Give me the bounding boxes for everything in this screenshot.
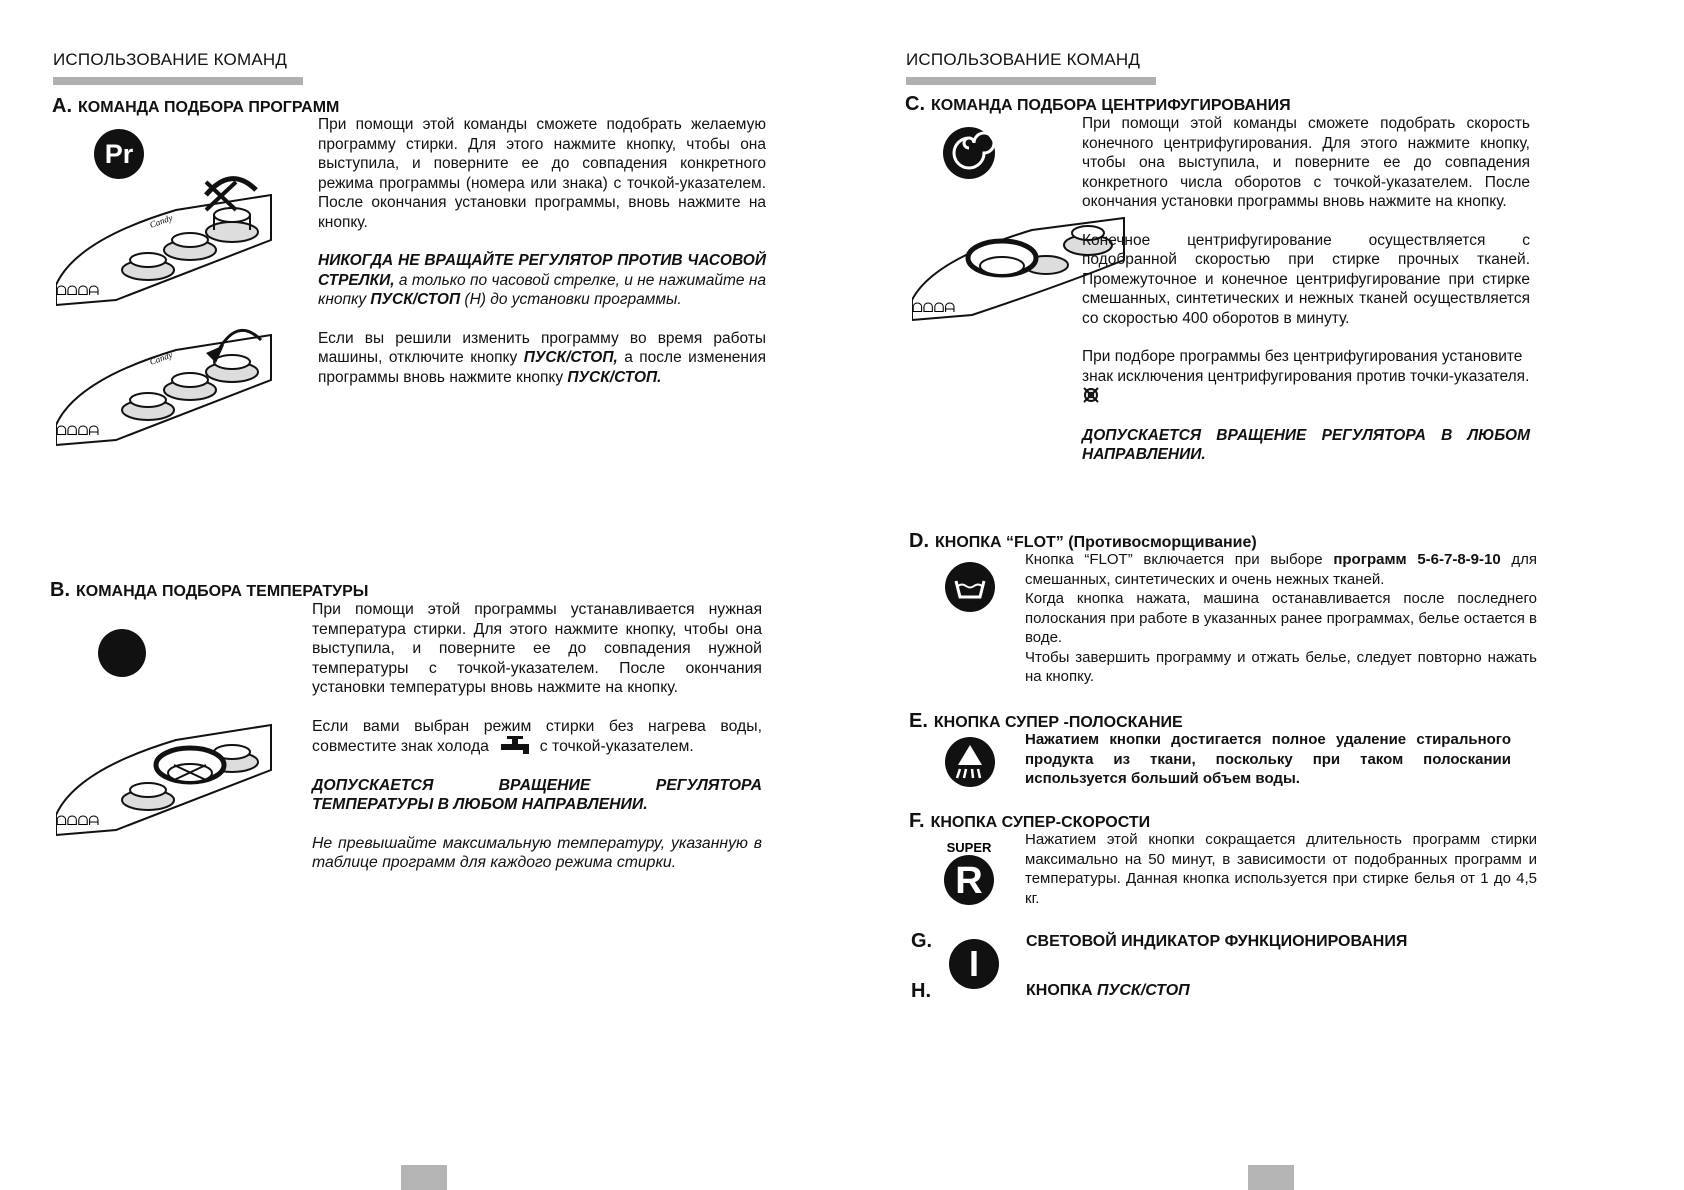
section-b-title-text: КОМАНДА ПОДБОРА ТЕМПЕРАТУРЫ <box>76 583 369 600</box>
section-a-title-text: КОМАНДА ПОДБОРА ПРОГРАММ <box>78 99 340 116</box>
right-page <box>842 0 1684 1190</box>
no-spin-icon <box>1082 386 1100 404</box>
spin-icon <box>942 126 996 180</box>
control-panel-illustration-2 <box>56 315 276 450</box>
section-f-letter: F. <box>909 810 925 832</box>
panel-symbols-3: ᗝᗝᗝᗩ <box>56 813 100 828</box>
super-rinse-icon <box>944 736 996 788</box>
section-h-title: КНОПКА ПУСК/СТОП <box>1026 982 1190 999</box>
section-e-text: Нажатием кнопки достигается полное удаление стирального продукта из ткани, поскольку при таком полоскании используется больший объем воды. <box>1025 731 1511 787</box>
indicator-light-icon <box>948 938 1000 990</box>
section-b-text <box>312 600 762 892</box>
section-a-letter: A. <box>52 95 72 117</box>
section-d-t3: Чтобы завершить программу и отжать белье, следует повторно нажать на кнопку. <box>1025 648 1537 685</box>
panel-symbols-4: ᗝᗝᗝᗩ <box>912 300 956 315</box>
section-f-title-text: КНОПКА СУПЕР-СКОРОСТИ <box>930 814 1151 831</box>
control-panel-illustration-3 <box>56 705 276 840</box>
page-header-right: ИСПОЛЬЗОВАНИЕ КОМАНД <box>906 50 1141 69</box>
section-a-p2: НИКОГДА НЕ ВРАЩАЙТЕ РЕГУЛЯТОР ПРОТИВ ЧАСОВОЙ СТРЕЛКИ, а только по часовой стрелке, и не нажимайте на кнопку ПУСК/СТОП (H) до установки программы. <box>318 252 766 308</box>
brand-label-2: Candy <box>148 349 174 367</box>
header-bar-left <box>53 77 303 85</box>
section-b-title <box>50 579 368 602</box>
panel-symbols-1: ᗝᗝᗝᗩ <box>56 283 100 298</box>
super-speed-icon <box>941 836 997 906</box>
section-d-letter: D. <box>909 530 929 552</box>
indicator-light-icon-label: I <box>968 943 980 984</box>
section-e-title-text: КНОПКА СУПЕР -ПОЛОСКАНИЕ <box>933 714 1183 731</box>
section-c-p2: Конечное центрифугирование осуществляется с подобранной скоростью при стирке прочных тканей. Промежуточное и конечное центрифугирование при стирке смешанных, синтетических и нежных тканей осуществляется со скоростью 400 оборотов в минуту. <box>1082 231 1530 327</box>
section-c-title <box>905 93 1291 116</box>
super-speed-icon-r: R <box>955 860 983 902</box>
page-header-left: ИСПОЛЬЗОВАНИЕ КОМАНД <box>53 50 288 69</box>
section-g-letter-wrap <box>911 930 938 953</box>
brand-label-1: Candy <box>148 212 174 230</box>
section-g-letter: G. <box>911 930 933 952</box>
section-h-letter-wrap <box>911 980 937 1003</box>
section-d-title-text: КНОПКА “FLOT” (Противосморщивание) <box>935 534 1257 551</box>
flot-icon <box>944 561 996 613</box>
page-number-box-right <box>1248 1165 1294 1190</box>
section-c-p4: ДОПУСКАЕТСЯ ВРАЩЕНИЕ РЕГУЛЯТОРА В ЛЮБОМ НАПРАВЛЕНИИ. <box>1082 426 1530 463</box>
section-a-text <box>318 115 766 406</box>
section-c-letter: C. <box>905 93 925 115</box>
header-bar-right <box>906 77 1156 85</box>
temperature-icon <box>97 628 147 678</box>
section-a-p3: Если вы решили изменить программу во время работы машины, отключите кнопку ПУСК/СТОП, а после изменения программы вновь нажмите кнопку ПУСК/СТОП. <box>318 329 766 386</box>
section-c-title-text: КОМАНДА ПОДБОРА ЦЕНТРИФУГИРОВАНИЯ <box>931 97 1291 114</box>
section-a-title <box>52 95 339 118</box>
section-c-text <box>1082 114 1530 484</box>
section-c-p3: При подборе программы без центрифугирования установите знак исключения центрифугирования против точки-указателя. <box>1082 347 1530 407</box>
section-f-text: Нажатием этой кнопки сокращается длительность программ стирки максимально на 50 минут, в зависимости от подобранных программ и температуры. Данная кнопка используется при стирке белья от 1 до 4,5 кг. <box>1025 831 1537 907</box>
section-e-letter: E. <box>909 710 928 732</box>
page-number-box-left <box>401 1165 447 1190</box>
section-b-letter: B. <box>50 579 70 601</box>
section-d-t2: Когда кнопка нажата, машина останавливается после последнего полоскания при работе в указанных ранее программах, белье остается в воде. <box>1025 590 1537 646</box>
section-b-p1: При помощи этой программы устанавливается нужная температура стирки. Для этого нажмите кнопку, чтобы она выступила, и поверните ее до совпадения нужной температуры с точкой-указателем. После окончания установки температуры вновь нажмите на кнопку. <box>312 601 762 696</box>
section-g-title: СВЕТОВОЙ ИНДИКАТОР ФУНКЦИОНИРОВАНИЯ <box>1026 933 1408 950</box>
section-a-p1: При помощи этой команды сможете подобрать желаемую программу стирки. Для этого нажмите кнопку, чтобы она выступила, и поверните ее до совпадения конкретного режима программы (номера или знака) с точкой-указателем. После окончания установки программы, вновь нажмите на кнопку. <box>318 116 766 231</box>
section-h-letter: H. <box>911 980 931 1002</box>
control-panel-illustration-1 <box>56 170 276 320</box>
section-d-text <box>1025 550 1537 687</box>
section-b-p2: Если вами выбран режим стирки без нагрева воды, совместите знак холода с точкой-указателем. <box>312 717 762 755</box>
program-icon-label: Pr <box>104 139 134 169</box>
panel-symbols-2: ᗝᗝᗝᗩ <box>56 423 100 438</box>
section-d-t1: Кнопка “FLOT” включается при выборе программ 5-6-7-8-9-10 для смешанных, синтетических и очень нежных тканей. <box>1025 551 1538 588</box>
section-b-p3: ДОПУСКАЕТСЯ ВРАЩЕНИЕ РЕГУЛЯТОРА ТЕМПЕРАТУРЫ В ЛЮБОМ НАПРАВЛЕНИИ. <box>312 776 762 813</box>
section-c-p1: При помощи этой команды сможете подобрать скорость конечного центрифугирования. Для этого нажмите кнопку, чтобы она выступила, и поверните ее до совпадения конкретного числа оборотов с точкой-указателем. После окончания установки программы вновь нажмите на кнопку. <box>1082 115 1530 210</box>
cold-tap-icon <box>501 736 535 754</box>
section-b-p4: Не превышайте максимальную температуру, указанную в таблице программ для каждого режима стирки. <box>312 834 762 871</box>
super-speed-icon-super: SUPER <box>946 840 992 855</box>
